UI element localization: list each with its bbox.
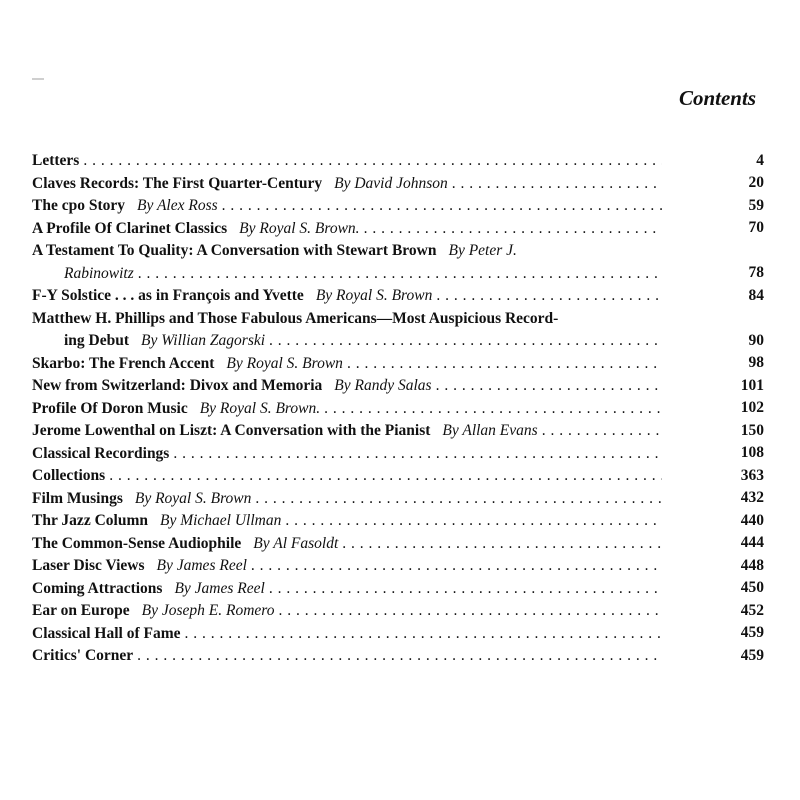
leader-dots xyxy=(278,600,662,623)
entry-title: Laser Disc Views xyxy=(32,557,145,574)
page-number: 98 xyxy=(748,354,764,371)
scan-speck xyxy=(32,78,44,80)
toc-line xyxy=(32,488,662,511)
toc-line xyxy=(32,533,662,556)
page-number: 150 xyxy=(740,421,764,439)
leader-dots xyxy=(324,398,662,421)
page-number: 450 xyxy=(740,579,764,596)
toc-entry-lowenthal[interactable] xyxy=(32,420,764,443)
toc-line xyxy=(32,375,662,398)
toc-line xyxy=(32,420,662,443)
toc-line xyxy=(32,308,662,331)
toc-entry-letters[interactable] xyxy=(32,150,764,173)
entry-title: F-Y Solstice . . . as in François and Yvette xyxy=(32,287,304,304)
entry-title: Profile Of Doron Music xyxy=(32,399,188,417)
entry-title: Classical Recordings xyxy=(32,444,170,462)
leader-dots xyxy=(137,645,662,668)
entry-author: By Royal S. Brown xyxy=(315,287,433,304)
entry-author: By Randy Salas xyxy=(334,377,432,394)
toc-line xyxy=(32,353,662,376)
page-number: 102 xyxy=(740,399,764,416)
toc-entry-clarinet-classics[interactable] xyxy=(32,218,764,241)
page-number: 101 xyxy=(740,376,764,394)
entry-author: By Royal S. Brown. xyxy=(239,219,360,237)
entry-title: A Profile Of Clarinet Classics xyxy=(32,219,228,237)
toc-entry-hall-of-fame[interactable] xyxy=(32,623,764,646)
page-number: 78 xyxy=(748,264,764,281)
toc-line xyxy=(32,218,662,241)
toc-line xyxy=(32,285,662,308)
toc-entry-matthew-phillips[interactable] xyxy=(32,308,764,353)
page-number: 459 xyxy=(740,646,764,664)
entry-title: Thr Jazz Column xyxy=(32,512,148,529)
toc-entry-critics-corner[interactable] xyxy=(32,645,764,668)
entry-title: Matthew H. Phillips and Those Fabulous Americans—Most Auspicious Record- xyxy=(32,309,559,327)
leader-dots xyxy=(347,353,662,376)
toc-line xyxy=(32,645,662,668)
toc-line xyxy=(32,240,662,263)
leader-dots xyxy=(222,195,662,218)
leader-dots xyxy=(83,150,662,173)
page-number: 459 xyxy=(740,624,764,641)
toc-entry-doron-music[interactable] xyxy=(32,398,764,421)
entry-author: By Joseph E. Romero xyxy=(141,602,275,619)
leader-dots xyxy=(436,285,662,308)
leader-dots xyxy=(185,623,662,646)
entry-title: Coming Attractions xyxy=(32,579,163,597)
page-number: 363 xyxy=(740,466,764,484)
page-number: 108 xyxy=(740,444,764,461)
toc-line xyxy=(32,443,662,466)
toc-entry-audiophile[interactable] xyxy=(32,533,764,556)
entry-title: The Common-Sense Audiophile xyxy=(32,534,242,552)
toc-line xyxy=(32,173,662,196)
toc-entry-film-musings[interactable] xyxy=(32,488,764,511)
toc-line xyxy=(32,465,662,488)
leader-dots xyxy=(342,533,662,556)
entry-title: The cpo Story xyxy=(32,197,125,214)
toc-entry-testament[interactable] xyxy=(32,240,764,285)
entry-author: By Peter J. xyxy=(448,242,517,259)
toc-entry-fy-solstice[interactable] xyxy=(32,285,764,308)
page-number: 70 xyxy=(748,219,764,236)
leader-dots xyxy=(269,578,662,601)
entry-title: Jerome Lowenthal on Liszt: A Conversation with the Pianist xyxy=(32,422,431,439)
entry-author: By Royal S. Brown. xyxy=(199,399,321,417)
entry-author: By Willian Zagorski xyxy=(141,332,266,349)
entry-title: Critics' Corner xyxy=(32,647,134,664)
entry-title: Collections xyxy=(32,467,106,484)
leader-dots xyxy=(269,330,662,353)
toc-entry-claves[interactable] xyxy=(32,173,764,196)
leader-dots xyxy=(436,375,662,398)
entry-title: New from Switzerland: Divox and Memoria xyxy=(32,377,323,394)
toc-line xyxy=(32,510,662,533)
entry-author: By Michael Ullman xyxy=(159,512,282,529)
page-number: 90 xyxy=(748,331,764,349)
leader-dots xyxy=(452,173,662,196)
entry-title: Claves Records: The First Quarter-Century xyxy=(32,174,323,192)
entry-author: By James Reel xyxy=(174,579,265,597)
entry-title-continued: ing Debut xyxy=(64,332,130,349)
page-number: 432 xyxy=(740,489,764,506)
contents-list xyxy=(32,150,764,668)
leader-dots xyxy=(109,465,662,488)
entry-title: Classical Hall of Fame xyxy=(32,624,181,642)
leader-dots xyxy=(173,443,662,466)
leader-dots xyxy=(542,420,662,443)
page-number: 4 xyxy=(756,151,764,169)
toc-line-continued xyxy=(32,330,662,353)
toc-line xyxy=(32,195,662,218)
toc-entry-skarbo[interactable] xyxy=(32,353,764,376)
toc-entry-ear-on-europe[interactable] xyxy=(32,600,764,623)
toc-line xyxy=(32,578,662,601)
leader-dots xyxy=(364,218,662,241)
entry-author: By Alex Ross xyxy=(137,197,218,214)
entry-author: By James Reel xyxy=(156,557,247,574)
toc-entry-jazz-column[interactable] xyxy=(32,510,764,533)
entry-title: Letters xyxy=(32,152,80,169)
entry-author: By David Johnson xyxy=(334,174,448,192)
toc-line xyxy=(32,398,662,421)
entry-author-continued: Rabinowitz xyxy=(64,264,134,282)
page-number: 452 xyxy=(740,601,764,619)
toc-line xyxy=(32,600,662,623)
leader-dots xyxy=(285,510,662,533)
toc-entry-switzerland[interactable] xyxy=(32,375,764,398)
entry-title: Film Musings xyxy=(32,489,123,507)
page-number: 84 xyxy=(748,286,764,304)
page-number: 59 xyxy=(748,196,764,214)
toc-line xyxy=(32,555,662,578)
entry-author: By Allan Evans xyxy=(442,422,538,439)
page-title: Contents xyxy=(678,86,756,110)
entry-author: By Royal S. Brown xyxy=(226,354,343,372)
page-number: 444 xyxy=(740,534,764,551)
toc-line-continued xyxy=(32,263,662,286)
toc-entry-laser-disc[interactable] xyxy=(32,555,764,578)
page-number: 448 xyxy=(740,556,764,574)
toc-entry-cpo[interactable] xyxy=(32,195,764,218)
entry-title: Ear on Europe xyxy=(32,602,130,619)
entry-title: A Testament To Quality: A Conversation with Stewart Brown xyxy=(32,242,437,259)
entry-author: By Al Fasoldt xyxy=(253,534,339,552)
toc-entry-collections[interactable] xyxy=(32,465,764,488)
toc-line xyxy=(32,150,662,173)
leader-dots xyxy=(251,555,662,578)
toc-entry-classical-recordings[interactable] xyxy=(32,443,764,466)
page-number: 440 xyxy=(740,511,764,529)
toc-line xyxy=(32,623,662,646)
entry-title: Skarbo: The French Accent xyxy=(32,354,215,372)
page-number: 20 xyxy=(748,174,764,191)
entry-author: By Royal S. Brown xyxy=(134,489,252,507)
toc-entry-coming-attractions[interactable] xyxy=(32,578,764,601)
leader-dots xyxy=(138,263,662,286)
leader-dots xyxy=(255,488,662,511)
